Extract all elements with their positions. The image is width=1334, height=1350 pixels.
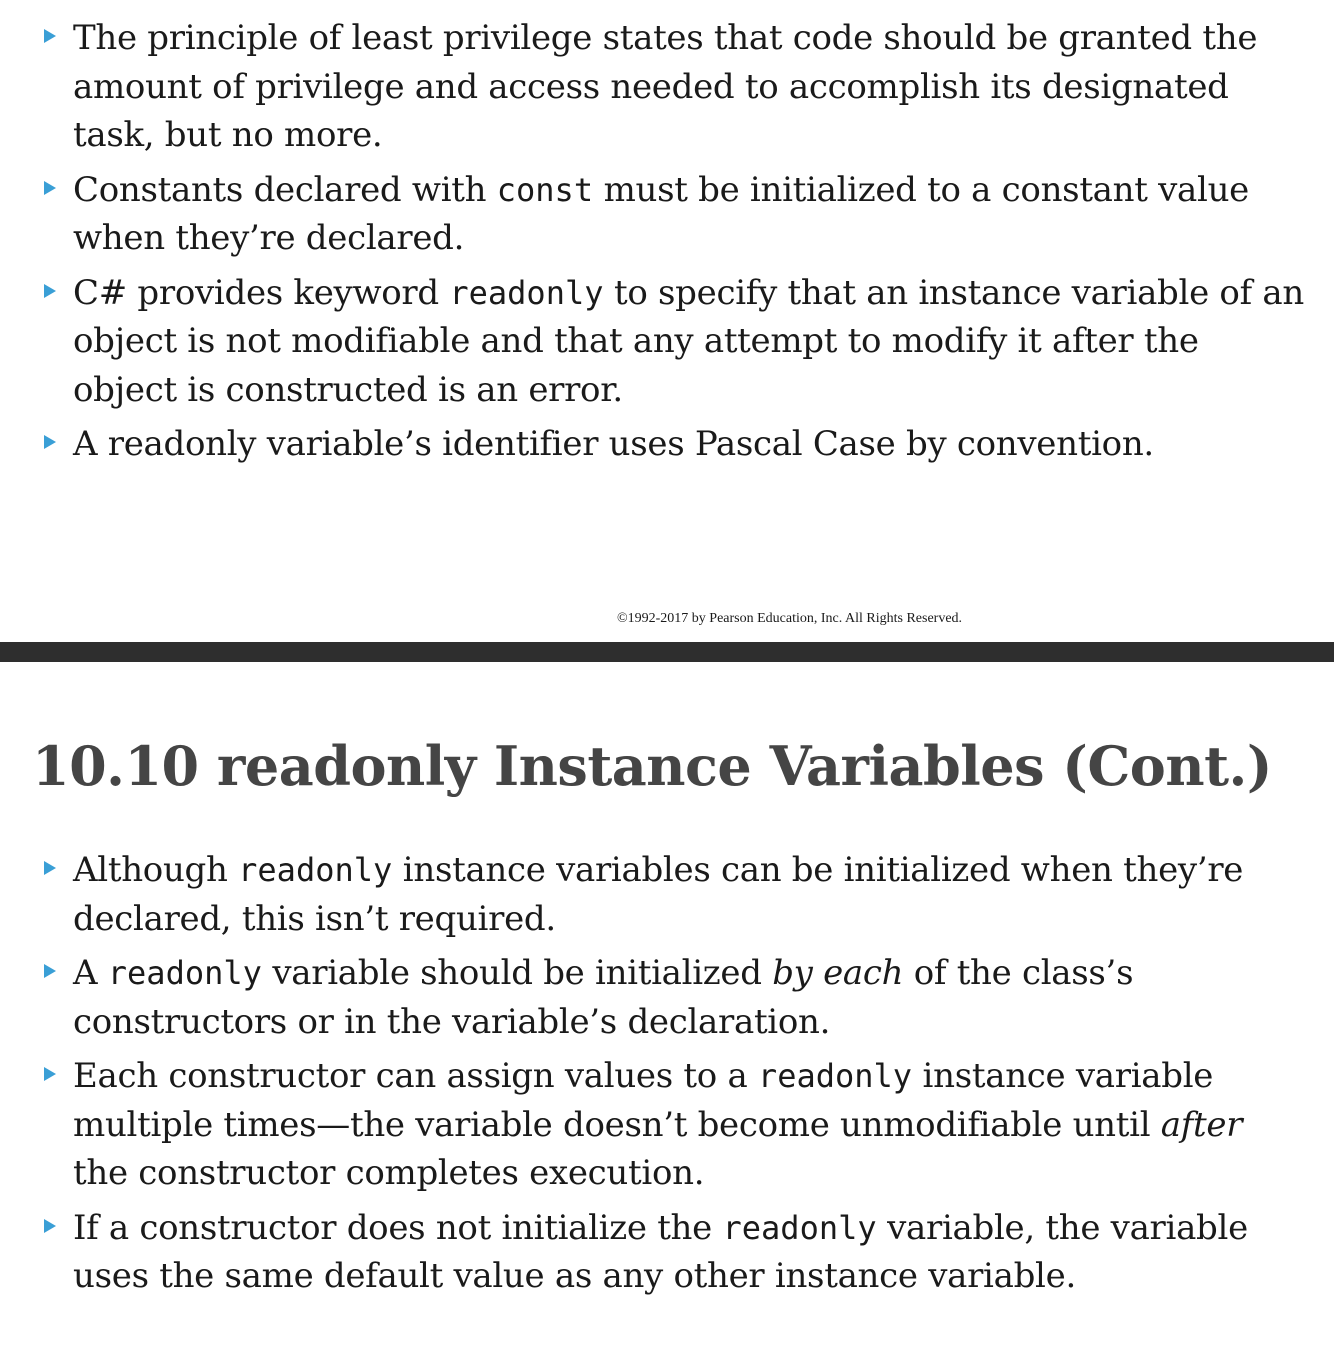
bullet-item [0,846,1334,943]
bullet-arrow-icon [44,435,56,449]
bullet-item [0,269,1334,415]
code-keyword: readonly [107,954,262,992]
bullet-arrow-icon [44,964,56,978]
bullet-text: Although [73,850,239,890]
code-keyword: readonly [722,1208,877,1247]
slide-title: 10.10 readonly Instance Variables (Cont.) [32,734,1272,798]
emphasis-text: by each [772,953,904,993]
bullet-item [0,420,1334,469]
bullet-text: variable should be initialized [261,953,773,993]
bullet-text: Constants declared with [73,169,497,210]
bullet-arrow-icon [44,861,56,875]
slide-divider [0,642,1334,662]
bullet-item [0,1052,1334,1198]
code-keyword: readonly [238,851,393,889]
bullet-arrow-icon [44,181,56,195]
bullet-arrow-icon [44,1067,56,1081]
bullet-arrow-icon [44,29,56,43]
bullet-item [0,949,1334,1046]
bullet-text: A [73,953,108,993]
bullet-text: variable, the variable uses the same default value as any other instance variable. [73,1207,1248,1296]
code-keyword: readonly [757,1057,913,1095]
code-keyword: readonly [449,273,604,312]
emphasis-text: after [1160,1104,1243,1145]
slide-top [0,0,1334,642]
bullet-list-bottom [0,846,1334,1307]
bullet-text: instance variable multiple times—the variable doesn’t become unmodifiable until [73,1056,1214,1145]
copyright-notice: ©1992-2017 by Pearson Education, Inc. All Rights Reserved. [617,611,963,626]
code-keyword: const [496,170,594,209]
bullet-text: to specify that an instance variable of an object is not modifiable and that any attempt to modify it after the object is constructed is an error. [73,272,1304,410]
bullet-item [0,14,1334,160]
bullet-item [0,1204,1334,1301]
slide-bottom [0,662,1334,1350]
bullet-text: Each constructor can assign values to a [73,1056,758,1096]
bullet-text: instance variables can be initialized when they’re declared, this isn’t required. [73,850,1244,939]
bullet-text: C# provides keyword [73,272,450,313]
bullet-arrow-icon [44,1219,56,1233]
bullet-list-top [0,14,1334,475]
bullet-text: If a constructor does not initialize the [73,1207,723,1248]
bullet-arrow-icon [44,284,56,298]
bullet-text: A readonly variable’s identifier uses Pascal Case by convention. [73,424,1154,464]
bullet-text: The principle of least privilege states that code should be granted the amount of privilege and access needed to accomplish its designated task, but no more. [73,18,1258,155]
bullet-text: must be initialized to a constant value when they’re declared. [73,169,1249,258]
bullet-text: of the class’s constructors or in the variable’s declaration. [73,953,1134,1042]
bullet-item [0,166,1334,263]
bullet-text: the constructor completes execution. [73,1153,705,1193]
